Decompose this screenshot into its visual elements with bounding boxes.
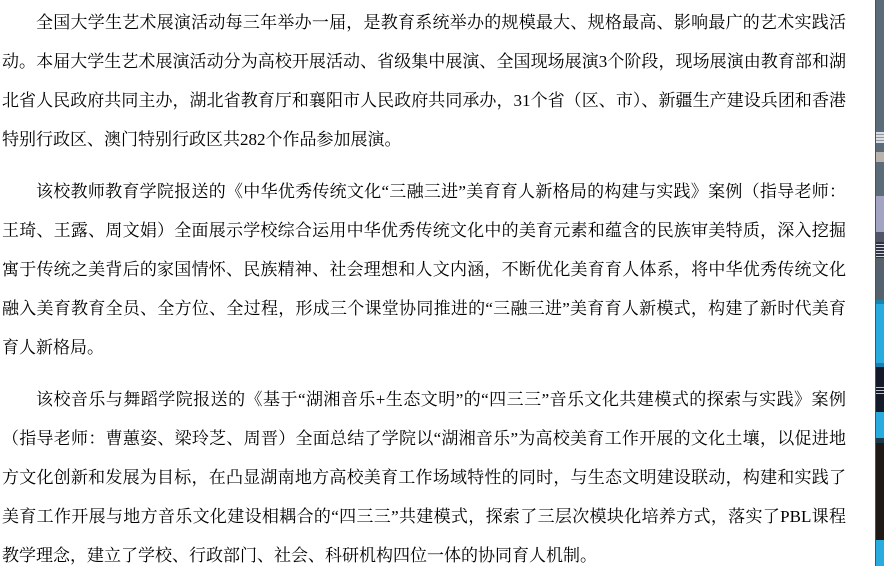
edge-segment-slate	[876, 258, 884, 300]
edge-segment-slate	[876, 0, 884, 132]
edge-segment-slate	[876, 162, 884, 196]
edge-segment-blue	[876, 304, 884, 363]
grip-dots-icon	[876, 385, 884, 395]
edge-segment-dark	[876, 443, 884, 540]
edge-segment-navy	[876, 367, 884, 385]
edge-segment-blue	[876, 412, 884, 438]
edge-segment-lavender	[876, 196, 884, 232]
edge-small-mark	[876, 152, 884, 162]
edge-segment-navy	[876, 395, 884, 412]
paragraph-teacher-education-case: 该校教师教育学院报送的《中华优秀传统文化“三融三进”美育育人新格局的构建与实践》案例（指导老师：王琦、王露、周文娟）全面展示学校综合运用中华优秀传统文化中的美育元素和蕴含的民族审美特质，深入挖掘寓于传统之美背后的家国情怀、民族精神、社会理想和人文内涵，不断优化美育育人体系，将中华优秀传统文化融入美育教育全员、全方位、全过程，形成三个课堂协同推进的“三融三进”美育育人新模式，构建了新时代美育育人新格局。	[2, 182, 846, 357]
paragraph-exhibition-overview: 全国大学生艺术展演活动每三年举办一届，是教育系统举办的规模最大、规格最高、影响最广的艺术实践活动。本届大学生艺术展演活动分为高校开展活动、省级集中展演、全国现场展演3个阶段，现场展演由教育部和湖北省人民政府共同主办，湖北省教育厅和襄阳市人民政府共同承办，31个省（区、市）、新疆生产建设兵团和香港特别行政区、澳门特别行政区共282个作品参加展演。	[2, 13, 846, 149]
grip-dots-icon	[876, 242, 884, 258]
paragraph-music-dance-case: 该校音乐与舞蹈学院报送的《基于“湖湘音乐+生态文明”的“四三三”音乐文化共建模式的探索与实践》案例（指导老师：曹蕙姿、梁玲芝、周晋）全面总结了学院以“湖湘音乐”为高校美育工作开展的文化土壤，以促进地方文化创新和发展为目标，在凸显湖南地方高校美育工作场域特性的同时，与生态文明建设联动，构建和实践了美育工作开展与地方音乐文化建设相耦合的“四三三”共建模式，探索了三层次模块化培养方式，落实了PBL课程教学理念，建立了学校、行政部门、社会、科研机构四位一体的协同育人机制。	[2, 390, 846, 565]
edge-segment-dim	[876, 232, 884, 242]
document-page[interactable]	[2, 3, 846, 566]
edge-segment-slate	[876, 143, 884, 152]
background-window-edge[interactable]	[875, 0, 884, 566]
edge-segment-blue	[876, 540, 884, 566]
mini-window-icon	[876, 132, 884, 143]
